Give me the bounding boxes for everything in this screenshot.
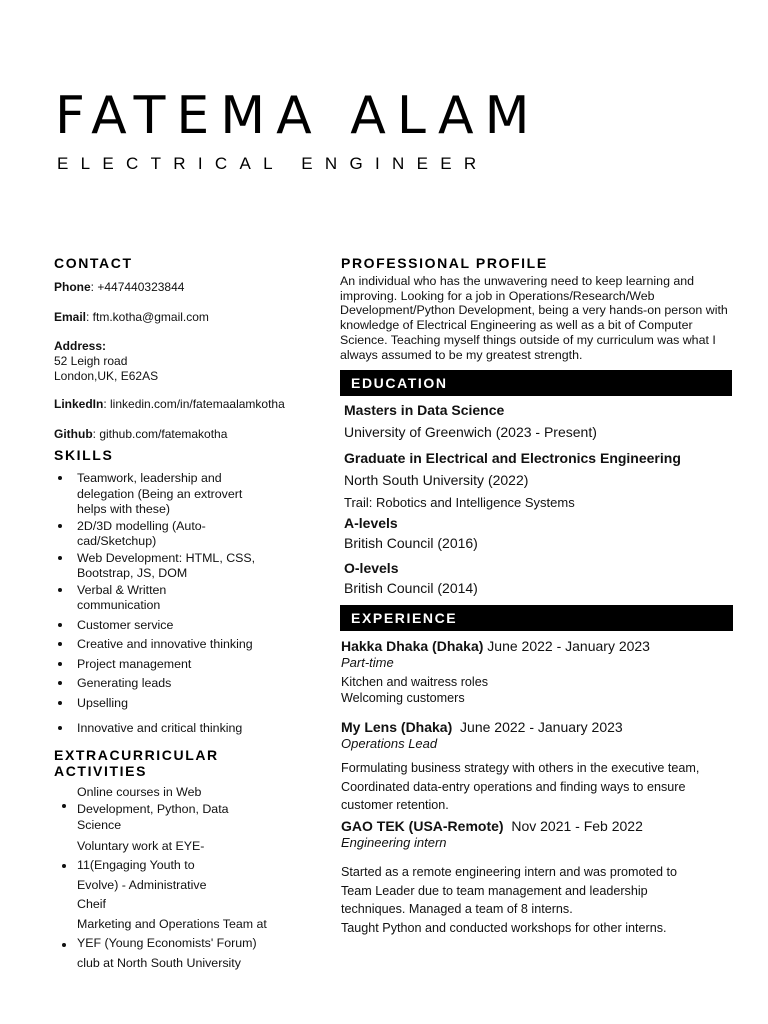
- phone-label: Phone: [54, 280, 91, 294]
- contact-heading: CONTACT: [54, 255, 133, 271]
- education-section: [344, 401, 734, 597]
- bullet-icon: [58, 524, 62, 528]
- skill-item: Upselling: [54, 696, 259, 712]
- skill-item: Web Development: HTML, CSS, Bootstrap, JS, DOM: [54, 551, 259, 582]
- job-header: [341, 637, 731, 655]
- address-label: Address: [54, 339, 103, 353]
- bullet-icon: [58, 726, 62, 730]
- job-dates: June 2022 - January 2023: [487, 638, 650, 654]
- bullet-icon: [58, 662, 62, 666]
- address-line-2: London,UK, E62AS: [54, 369, 159, 383]
- contact-linkedin: [54, 397, 324, 412]
- address-colon: :: [102, 339, 107, 353]
- email-value: : ftm.kotha@gmail.com: [86, 310, 209, 324]
- skills-list: [54, 471, 259, 737]
- education-title: Graduate in Electrical and Electronics Engineering: [344, 450, 681, 466]
- education-institution: University of Greenwich (2023 - Present): [344, 424, 597, 440]
- contact-address: [54, 339, 314, 384]
- job-description: Welcoming customers: [341, 690, 465, 705]
- skill-item: Teamwork, leadership and delegation (Being an extrovert helps with these): [54, 471, 259, 518]
- contact-phone: [54, 280, 314, 295]
- bullet-icon: [58, 623, 62, 627]
- bullet-icon: [58, 556, 62, 560]
- bullet-icon: [58, 588, 62, 592]
- linkedin-value: : linkedin.com/in/fatemaalamkotha: [103, 397, 285, 411]
- bullet-icon: [58, 476, 62, 480]
- job-role: Part-time: [341, 655, 394, 670]
- email-label: Email: [54, 310, 87, 324]
- activity-item: Marketing and Operations Team at YEF (Young Economists' Forum) club at North South University: [54, 915, 272, 974]
- education-trail: Trail: Robotics and Intelligence Systems: [344, 495, 575, 510]
- job-company: GAO TEK (USA-Remote): [341, 818, 504, 834]
- bullet-icon: [62, 864, 66, 868]
- bullet-icon: [58, 681, 62, 685]
- contact-github: [54, 427, 314, 442]
- skill-item: Verbal & Written communication: [54, 583, 197, 614]
- education-title: O-levels: [344, 560, 399, 576]
- bullet-icon: [62, 943, 66, 947]
- education-heading: EDUCATION: [340, 370, 732, 396]
- skill-item: Innovative and critical thinking: [54, 721, 259, 737]
- activity-item: Voluntary work at EYE-11(Engaging Youth to Evolve) - Administrative Cheif: [54, 837, 237, 915]
- education-institution: British Council (2014): [344, 580, 478, 596]
- education-institution: British Council (2016): [344, 535, 478, 551]
- job-description: Started as a remote engineering intern and was promoted to Team Leader due to team management and leadership techniques. Managed a team of 8 interns.: [341, 865, 678, 916]
- job-dates: Nov 2021 - Feb 2022: [511, 818, 643, 834]
- skill-item: Creative and innovative thinking: [54, 637, 259, 653]
- skills-heading: SKILLS: [54, 447, 114, 463]
- experience-entry: [341, 817, 731, 937]
- job-header: [341, 817, 731, 835]
- activity-item: Online courses in Web Development, Python, Data Science: [54, 784, 237, 834]
- github-value: : github.com/fatemakotha: [92, 427, 228, 441]
- extracurricular-heading: EXTRACURRICULAR ACTIVITIES: [54, 747, 219, 779]
- job-company: Hakka Dhaka (Dhaka): [341, 638, 484, 654]
- contact-email: [54, 310, 314, 325]
- experience-entry: [341, 718, 731, 815]
- job-description: Kitchen and waitress roles: [341, 675, 488, 689]
- address-line-1: 52 Leigh road: [54, 354, 128, 368]
- education-title: A-levels: [344, 515, 398, 531]
- education-title: Masters in Data Science: [344, 402, 505, 418]
- skill-item: Generating leads: [54, 676, 259, 692]
- job-description: Taught Python and conducted workshops for other interns.: [341, 920, 667, 935]
- profile-heading: PROFESSIONAL PROFILE: [341, 255, 548, 271]
- resume-name: FATEMA ALAM: [55, 86, 541, 146]
- bullet-icon: [58, 701, 62, 705]
- extracurricular-list: [54, 784, 289, 973]
- education-institution: North South University (2022): [344, 472, 529, 488]
- job-role: Operations Lead: [341, 736, 438, 751]
- linkedin-label: LinkedIn: [54, 397, 104, 411]
- skill-item: 2D/3D modelling (Auto-cad/Sketchup): [54, 519, 259, 550]
- job-header: [341, 718, 731, 736]
- job-company: My Lens (Dhaka): [341, 719, 453, 735]
- job-dates: June 2022 - January 2023: [460, 719, 623, 735]
- resume-job-title: ELECTRICAL ENGINEER: [57, 154, 489, 173]
- skill-item: Customer service: [54, 618, 259, 634]
- job-role: Engineering intern: [341, 835, 447, 850]
- experience-heading: EXPERIENCE: [340, 605, 733, 631]
- phone-value: : +447440323844: [90, 280, 185, 294]
- bullet-icon: [62, 804, 66, 808]
- skill-item: Project management: [54, 657, 259, 673]
- experience-entry: [341, 637, 731, 706]
- job-description: Formulating business strategy with others in the executive team, Coordinated data-entry operations and finding ways to ensure customer retention.: [341, 761, 700, 812]
- github-label: Github: [54, 427, 93, 441]
- profile-text: An individual who has the unwavering need to keep learning and improving. Looking for a job in Operations/Research/Web Development/Python Development, being a very hands-on person with knowledge of Electrical Engineering as well as a bit of Computer Science. Teaching myself things outside of my curriculum was what I always assumed to be my greatest strength.: [340, 274, 728, 362]
- bullet-icon: [58, 642, 62, 646]
